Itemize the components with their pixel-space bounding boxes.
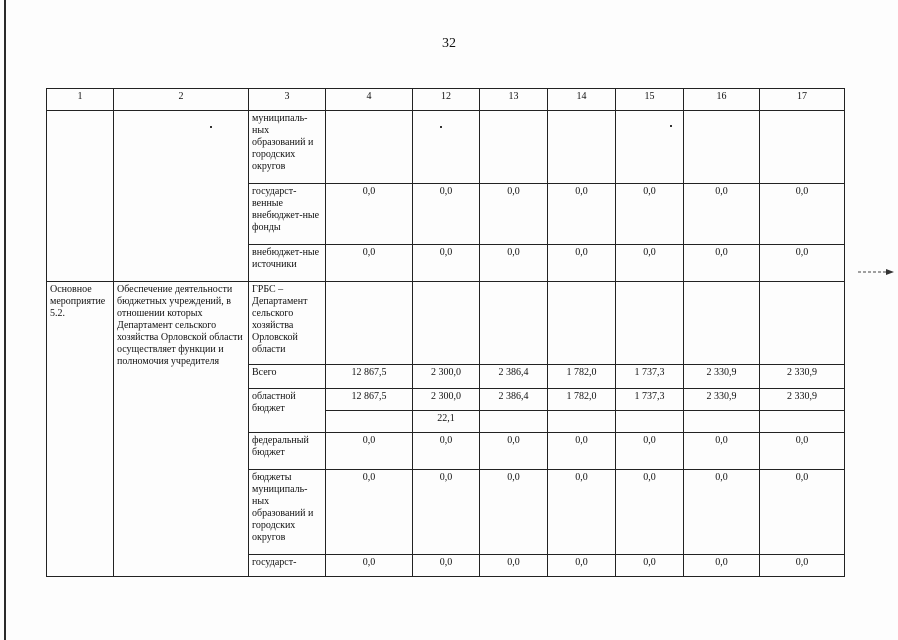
value-cell — [480, 282, 548, 365]
value-cell — [326, 111, 413, 184]
value-cell: 0,0 — [413, 555, 480, 577]
value-cell: 1 782,0 — [548, 365, 616, 389]
row-label: бюджеты муниципаль-ных образований и городских округов — [249, 470, 326, 555]
value-cell: 0,0 — [480, 433, 548, 470]
column-header: 15 — [616, 89, 684, 111]
value-cell: 0,0 — [548, 555, 616, 577]
row-label: муниципаль-ных образований и городских округов — [249, 111, 326, 184]
value-cell: 0,0 — [548, 184, 616, 245]
value-cell: 0,0 — [616, 184, 684, 245]
value-cell — [480, 111, 548, 184]
row-label: государст- — [249, 555, 326, 577]
value-cell: 22,1 — [413, 411, 480, 433]
table-row — [47, 111, 845, 184]
value-cell: 0,0 — [326, 555, 413, 577]
column-header: 12 — [413, 89, 480, 111]
value-cell: 0,0 — [413, 433, 480, 470]
value-cell: 0,0 — [760, 470, 845, 555]
value-cell: 0,0 — [548, 245, 616, 282]
value-cell: 0,0 — [413, 470, 480, 555]
column-header: 3 — [249, 89, 326, 111]
column-header: 14 — [548, 89, 616, 111]
value-cell: 12 867,5 — [326, 389, 413, 411]
column-header: 4 — [326, 89, 413, 111]
value-cell: 0,0 — [684, 433, 760, 470]
value-cell: 2 330,9 — [760, 365, 845, 389]
value-cell: 0,0 — [326, 184, 413, 245]
value-cell: 12 867,5 — [326, 365, 413, 389]
value-cell: 2 300,0 — [413, 365, 480, 389]
value-cell: 2 330,9 — [684, 389, 760, 411]
value-cell: 0,0 — [684, 470, 760, 555]
value-cell — [480, 411, 548, 433]
column-header: 2 — [114, 89, 249, 111]
value-cell: 0,0 — [760, 245, 845, 282]
row-label: государст-венные внебюджет-ные фонды — [249, 184, 326, 245]
column-header: 1 — [47, 89, 114, 111]
value-cell — [760, 411, 845, 433]
value-cell: 2 330,9 — [684, 365, 760, 389]
value-cell: 0,0 — [548, 433, 616, 470]
event-number: Основное мероприятие 5.2. — [47, 282, 114, 577]
table-row — [47, 282, 845, 365]
value-cell — [326, 411, 413, 433]
page-number: 32 — [442, 36, 456, 51]
value-cell: 0,0 — [413, 245, 480, 282]
column-header: 16 — [684, 89, 760, 111]
value-cell — [684, 282, 760, 365]
value-cell: 0,0 — [480, 245, 548, 282]
row-label: федеральный бюджет — [249, 433, 326, 470]
value-cell: 0,0 — [480, 184, 548, 245]
value-cell: 0,0 — [480, 555, 548, 577]
value-cell — [684, 111, 760, 184]
value-cell: 0,0 — [326, 470, 413, 555]
column-header: 17 — [760, 89, 845, 111]
value-cell: 0,0 — [616, 245, 684, 282]
value-cell — [760, 111, 845, 184]
value-cell — [548, 111, 616, 184]
row-label: внебюджет-ные источники — [249, 245, 326, 282]
value-cell: 0,0 — [326, 433, 413, 470]
value-cell: 0,0 — [684, 245, 760, 282]
value-cell: 0,0 — [760, 184, 845, 245]
budget-table — [46, 88, 845, 577]
value-cell — [684, 411, 760, 433]
scan-edge-line — [4, 0, 6, 640]
value-cell: 1 737,3 — [616, 389, 684, 411]
value-cell: 1 737,3 — [616, 365, 684, 389]
row-label: ГРБС – Департамент сельского хозяйства Орловской области — [249, 282, 326, 365]
value-cell: 0,0 — [326, 245, 413, 282]
value-cell — [616, 282, 684, 365]
value-cell — [548, 282, 616, 365]
value-cell — [616, 411, 684, 433]
value-cell — [616, 111, 684, 184]
value-cell — [413, 282, 480, 365]
value-cell: 2 386,4 — [480, 365, 548, 389]
empty-cell — [47, 111, 114, 282]
value-cell: 0,0 — [480, 470, 548, 555]
value-cell — [760, 282, 845, 365]
value-cell: 0,0 — [684, 555, 760, 577]
row-label: областной бюджет — [249, 389, 326, 433]
empty-cell — [114, 111, 249, 282]
value-cell: 0,0 — [616, 433, 684, 470]
value-cell: 0,0 — [616, 555, 684, 577]
value-cell — [413, 111, 480, 184]
value-cell: 2 330,9 — [760, 389, 845, 411]
margin-arrow-mark — [858, 266, 894, 278]
value-cell: 0,0 — [616, 470, 684, 555]
value-cell: 2 300,0 — [413, 389, 480, 411]
value-cell: 2 386,4 — [480, 389, 548, 411]
header-row — [47, 89, 845, 111]
value-cell: 0,0 — [548, 470, 616, 555]
value-cell: 0,0 — [684, 184, 760, 245]
event-description: Обеспечение деятельности бюджетных учреждений, в отношении которых Департамент сельского хозяйства Орловской области осуществляет функции и полномочия учредителя — [114, 282, 249, 577]
row-label: Всего — [249, 365, 326, 389]
value-cell: 0,0 — [760, 555, 845, 577]
value-cell: 1 782,0 — [548, 389, 616, 411]
value-cell: 0,0 — [760, 433, 845, 470]
value-cell: 0,0 — [413, 184, 480, 245]
value-cell — [326, 282, 413, 365]
value-cell — [548, 411, 616, 433]
column-header: 13 — [480, 89, 548, 111]
